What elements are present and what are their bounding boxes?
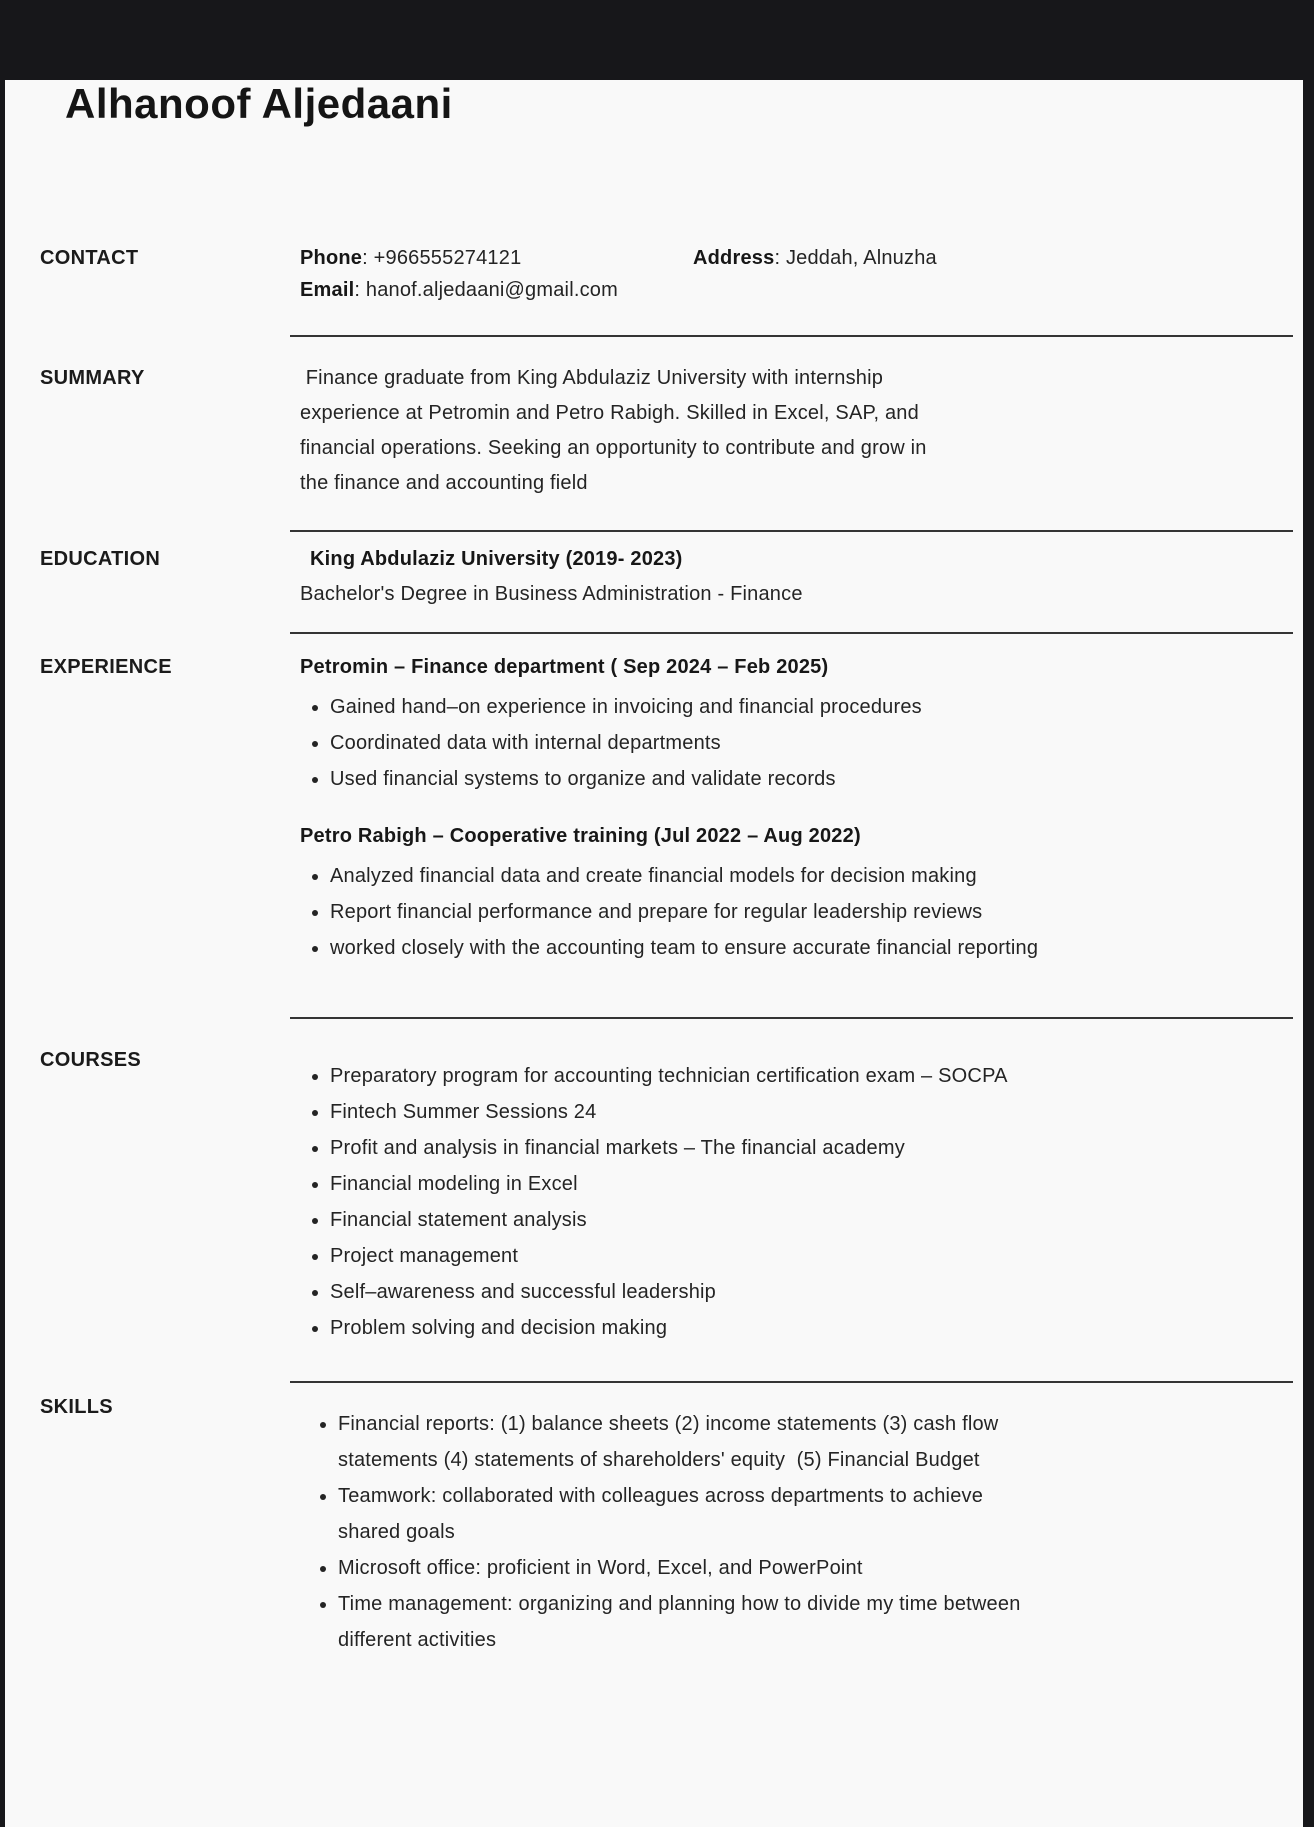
skills-content (300, 1390, 1293, 1658)
job-bullet-list (300, 858, 1293, 966)
phone-value: : +966555274121 (362, 247, 522, 269)
job-title: Petromin – Finance department ( Sep 2024 – Feb 2025) (300, 656, 829, 678)
resume-page (5, 80, 1303, 1827)
education-school: King Abdulaziz University (2019- 2023) (310, 548, 683, 570)
email-label: Email (300, 279, 355, 301)
job-bullet: • Coordinated data with internal departments (330, 725, 1293, 761)
section-divider (290, 530, 1293, 532)
summary-line: financial operations. Seeking an opportunity to contribute and grow in (300, 437, 927, 459)
phone-row (300, 242, 693, 274)
summary-line: the finance and accounting field (300, 472, 588, 494)
job-title: Petro Rabigh – Cooperative training (Jul 2022 – Aug 2022) (300, 825, 861, 847)
skills-section (40, 1390, 1293, 1658)
contact-section (40, 242, 1293, 306)
skill-item (338, 1406, 1293, 1478)
section-divider (290, 1017, 1293, 1019)
skill-line: • Time management: organizing and planning how to divide my time between (338, 1593, 1021, 1615)
person-name: Alhanoof Aljedaani (65, 80, 453, 127)
job-bullet: • Used financial systems to organize and validate records (330, 761, 1293, 797)
skills-section-label: SKILLS (40, 1396, 113, 1418)
course-item: • Project management (330, 1238, 1293, 1274)
skill-list (300, 1390, 1293, 1658)
address-label: Address (693, 247, 775, 269)
courses-section (40, 1043, 1293, 1346)
email-row (300, 274, 1293, 306)
summary-section-label: SUMMARY (40, 367, 145, 389)
course-item: • Preparatory program for accounting technician certification exam – SOCPA (330, 1058, 1293, 1094)
skill-item (338, 1478, 1293, 1550)
experience-section-label: EXPERIENCE (40, 656, 172, 678)
experience-content (300, 650, 1293, 966)
phone-label: Phone (300, 247, 363, 269)
summary-section (40, 361, 1293, 501)
skill-line: different activities (338, 1629, 497, 1651)
address-value: : Jeddah, Alnuzha (774, 247, 937, 269)
course-item: • Self–awareness and successful leadership (330, 1274, 1293, 1310)
address-row (693, 242, 1293, 274)
education-content (300, 542, 1293, 612)
contact-grid (300, 242, 1293, 306)
course-item: • Problem solving and decision making (330, 1310, 1293, 1346)
skill-line: shared goals (338, 1521, 455, 1543)
section-divider (290, 1381, 1293, 1383)
skill-line: • Microsoft office: proficient in Word, Excel, and PowerPoint (338, 1557, 863, 1579)
skill-line: • Financial reports: (1) balance sheets (2) income statements (3) cash flow (338, 1413, 999, 1435)
summary-text (300, 361, 1293, 501)
contact-content (300, 242, 1293, 306)
skill-item (338, 1586, 1293, 1658)
courses-content (300, 1043, 1293, 1346)
education-section (40, 542, 1293, 612)
course-item: • Profit and analysis in financial markets – The financial academy (330, 1130, 1293, 1166)
job-bullet: • Report financial performance and prepare for regular leadership reviews (330, 894, 1293, 930)
skill-item (338, 1550, 1293, 1586)
course-list (300, 1043, 1293, 1346)
job-bullet: • Analyzed financial data and create financial models for decision making (330, 858, 1293, 894)
email-value: : hanof.aljedaani@gmail.com (354, 279, 618, 301)
summary-line: experience at Petromin and Petro Rabigh. Skilled in Excel, SAP, and (300, 402, 919, 424)
contact-section-label: CONTACT (40, 247, 139, 269)
job-bullet-list (300, 689, 1293, 797)
education-section-label: EDUCATION (40, 548, 161, 570)
job-bullet: • worked closely with the accounting team to ensure accurate financial reporting (330, 930, 1293, 966)
skill-line: • Teamwork: collaborated with colleagues across departments to achieve (338, 1485, 984, 1507)
section-divider (290, 632, 1293, 634)
section-divider (290, 335, 1293, 337)
experience-section (40, 650, 1293, 966)
course-item: • Fintech Summer Sessions 24 (330, 1094, 1293, 1130)
course-item: • Financial statement analysis (330, 1202, 1293, 1238)
summary-line: Finance graduate from King Abdulaziz University with internship (300, 367, 884, 389)
job-bullet: • Gained hand–on experience in invoicing and financial procedures (330, 689, 1293, 725)
skill-line: statements (4) statements of shareholders' equity (5) Financial Budget (338, 1449, 980, 1471)
education-degree: Bachelor's Degree in Business Administration - Finance (300, 583, 803, 605)
course-item: • Financial modeling in Excel (330, 1166, 1293, 1202)
courses-section-label: COURSES (40, 1049, 142, 1071)
